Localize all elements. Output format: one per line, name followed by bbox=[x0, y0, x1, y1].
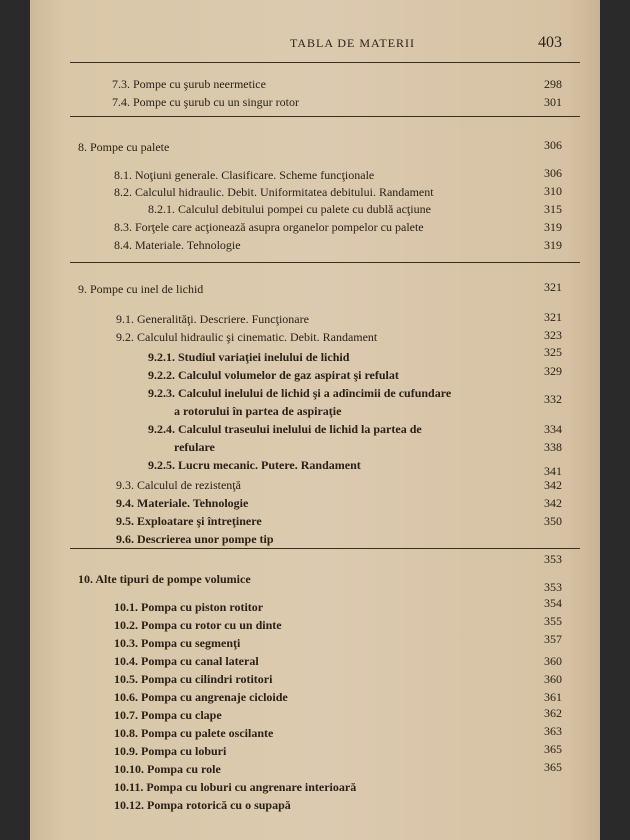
toc-page: 338 bbox=[544, 440, 562, 454]
toc-entry: 7.3. Pompe cu şurub neermetice bbox=[112, 77, 266, 91]
toc-entry: 9.2.5. Lucru mecanic. Putere. Randament bbox=[148, 458, 361, 472]
toc-entry: 10.4. Pompa cu canal lateral bbox=[114, 654, 259, 668]
toc-entry: 10.3. Pompa cu segmenţi bbox=[114, 636, 241, 650]
toc-page: 325 bbox=[544, 345, 562, 359]
toc-page: 360 bbox=[544, 672, 562, 686]
toc-page: 306 bbox=[544, 166, 562, 180]
toc-page: 298 bbox=[544, 77, 562, 91]
toc-entry: 7.4. Pompe cu şurub cu un singur rotor bbox=[112, 95, 299, 109]
toc-entry: 8.1. Noţiuni generale. Clasificare. Scheme funcţionale bbox=[114, 168, 375, 182]
toc-page: 361 bbox=[544, 690, 562, 704]
toc-entry: 10.1. Pompa cu piston rotitor bbox=[114, 600, 264, 614]
toc-page: 360 bbox=[544, 654, 562, 668]
toc-entry: 10.5. Pompa cu cilindri rotitori bbox=[114, 672, 273, 686]
toc-entry: 8.2. Calculul hidraulic. Debit. Uniformitatea debitului. Randament bbox=[114, 185, 434, 199]
toc-page: 306 bbox=[544, 138, 562, 152]
toc-entry: 10.11. Pompa cu loburi cu angrenare interioară bbox=[114, 780, 357, 794]
toc-entry: 9.4. Materiale. Tehnologie bbox=[116, 496, 249, 510]
toc-entry: 9.6. Descrierea unor pompe tip bbox=[116, 532, 274, 546]
toc-page: 354 bbox=[544, 596, 562, 610]
chapter-title: 8. Pompe cu palete bbox=[78, 140, 170, 154]
toc-page: 321 bbox=[544, 310, 562, 324]
toc-page: 365 bbox=[544, 742, 562, 756]
page-header bbox=[70, 30, 580, 60]
toc-page: 321 bbox=[544, 280, 562, 294]
toc-page: 365 bbox=[544, 760, 562, 774]
toc-page: 319 bbox=[544, 238, 562, 252]
toc-page: 341 bbox=[544, 464, 562, 478]
toc-page: 350 bbox=[544, 514, 562, 528]
toc-page: 319 bbox=[544, 220, 562, 234]
toc-entry: 9.2.4. Calculul traseului inelului de lichid la partea de bbox=[148, 422, 422, 436]
toc-page: 357 bbox=[544, 632, 562, 646]
running-title: TABLA DE MATERII bbox=[290, 36, 416, 50]
toc-page: 310 bbox=[544, 184, 562, 198]
toc-entry: 10.7. Pompa cu clape bbox=[114, 708, 222, 722]
toc-entry: 10.12. Pompa rotorică cu o supapă bbox=[114, 798, 291, 812]
toc-page: 342 bbox=[544, 478, 562, 492]
toc-entry: 8.2.1. Calculul debitului pompei cu palete cu dublă acţiune bbox=[148, 202, 431, 216]
toc-page: 353 bbox=[544, 580, 562, 594]
chapter-title: 10. Alte tipuri de pompe volumice bbox=[78, 572, 251, 586]
section-rule bbox=[70, 548, 580, 549]
toc-page: 355 bbox=[544, 614, 562, 628]
toc-entry: 9.3. Calculul de rezistenţă bbox=[116, 478, 241, 492]
toc-entry: 9.5. Exploatare şi întreţinere bbox=[116, 514, 262, 528]
section-rule bbox=[70, 116, 580, 117]
chapter-title: 9. Pompe cu inel de lichid bbox=[78, 282, 204, 296]
section-rule bbox=[70, 262, 580, 263]
toc-entry: 10.8. Pompa cu palete oscilante bbox=[114, 726, 274, 740]
toc-entry: 10.2. Pompa cu rotor cu un dinte bbox=[114, 618, 282, 632]
toc-entry: 9.2.2. Calculul volumelor de gaz aspirat şi refulat bbox=[148, 368, 399, 382]
book-page bbox=[30, 0, 600, 840]
toc-entry: 10.9. Pompa cu loburi bbox=[114, 744, 227, 758]
toc-page: 301 bbox=[544, 95, 562, 109]
toc-page: 353 bbox=[544, 552, 562, 566]
header-rule bbox=[70, 62, 580, 63]
toc-page: 342 bbox=[544, 496, 562, 510]
toc-entry: 10.6. Pompa cu angrenaje cicloide bbox=[114, 690, 288, 704]
toc-entry: 9.2.1. Studiul variaţiei inelului de lichid bbox=[148, 350, 350, 364]
toc-page: 323 bbox=[544, 328, 562, 342]
toc-entry: 9.2.3. Calculul inelului de lichid şi a adîncimii de cufundare bbox=[148, 386, 452, 400]
toc-page: 329 bbox=[544, 364, 562, 378]
toc-page: 334 bbox=[544, 422, 562, 436]
toc-entry: 9.2. Calculul hidraulic şi cinematic. Debit. Randament bbox=[116, 330, 378, 344]
toc-page: 315 bbox=[544, 202, 562, 216]
page-number: 403 bbox=[538, 34, 562, 51]
toc-entry: 10.10. Pompa cu role bbox=[114, 762, 221, 776]
toc-entry: 8.3. Forţele care acţionează asupra organelor pompelor cu palete bbox=[114, 220, 424, 234]
toc-entry: refulare bbox=[174, 440, 215, 454]
toc-page: 363 bbox=[544, 724, 562, 738]
toc-page: 362 bbox=[544, 706, 562, 720]
toc-entry: 9.1. Generalităţi. Descriere. Funcţionare bbox=[116, 312, 309, 326]
toc-entry: 8.4. Materiale. Tehnologie bbox=[114, 238, 241, 252]
toc-entry: a rotorului în partea de aspiraţie bbox=[174, 404, 342, 418]
toc-page: 332 bbox=[544, 392, 562, 406]
